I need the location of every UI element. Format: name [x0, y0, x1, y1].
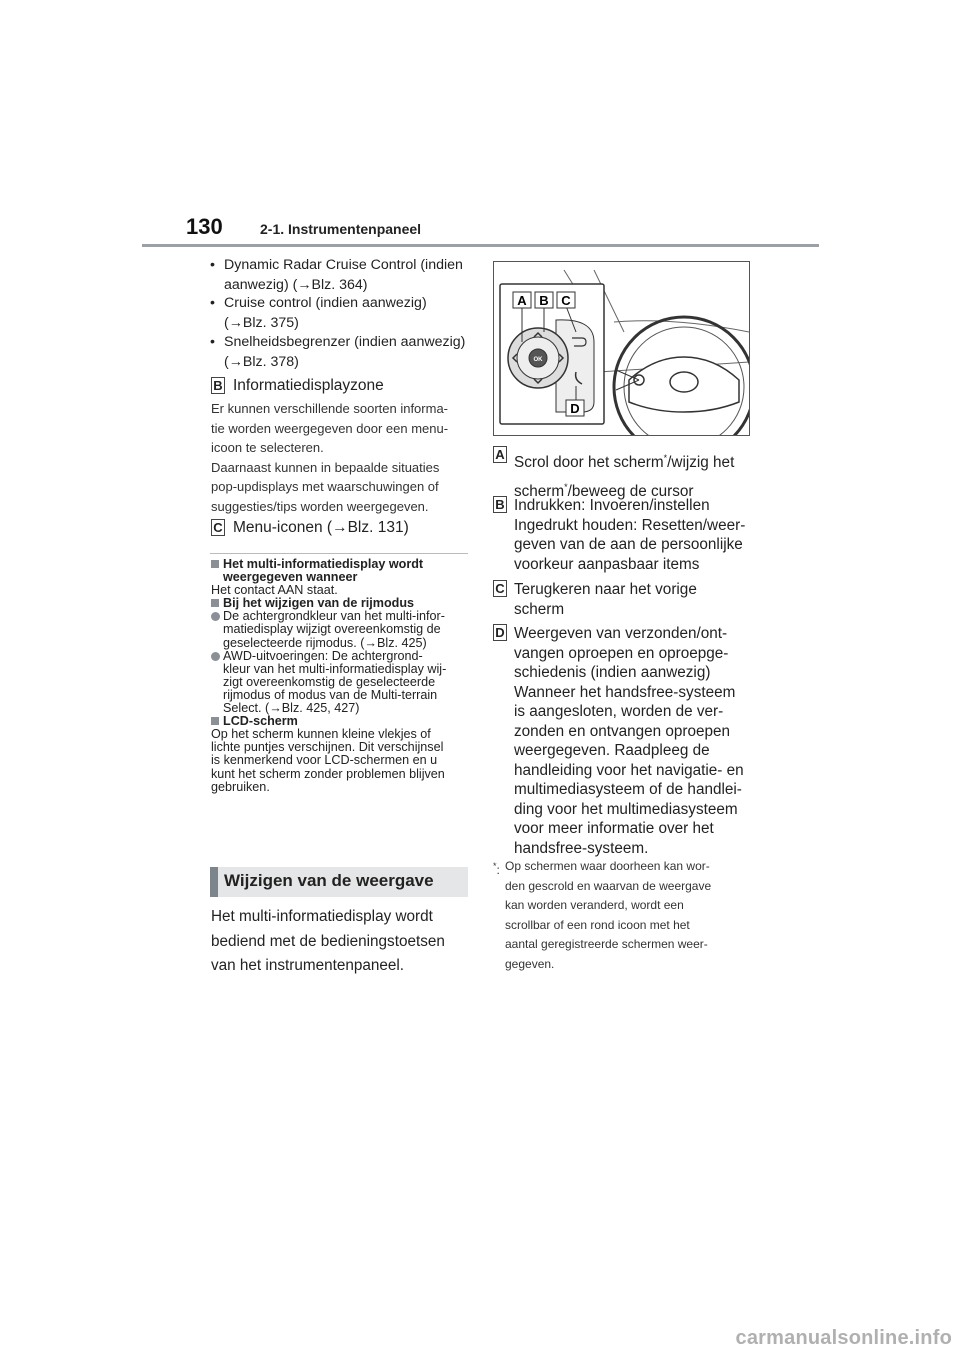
item-c: C Terugkeren naar het vorige scherm [493, 580, 753, 619]
bullet-limiter: • Snelheidsbegrenzer (indien aanwezig) (→Blz. 378) [210, 334, 466, 370]
notes-block: Het multi-informatiedisplay wordt weergegeven wanneer Het contact AAN staat. Bij het wijzigen van de rijmodus De achtergrondkleur van het multi-infor- matiedisplay wijzigt overeenkomstig de geselecteerde rijmodus. (→Blz. 425) AWD-uitvoeringen: De achtergrond- kleur van het multi-informatiedisplay wij- zigt overeenkomstig de geselecteerde rijmodus of modus van de Multi-terrain Select. (→Blz. 425, 427) LCD-scherm Op het scherm kunnen kleine vlekjes of lichte puntjes verschijnen. Dit verschijnsel is kenmerkend voor LCD-schermen en u kunt het scherm zonder problemen blijven gebruiken. [211, 558, 471, 794]
ok-button-text: OK [533, 357, 543, 363]
square-bullet-icon [211, 560, 219, 568]
label-box-c: C [211, 519, 225, 536]
page-number: 130 [186, 214, 223, 239]
body-paragraph: Het multi-informatiedisplay wordt bediend met de bedieningstoetsen van het instrumentenpaneel. [211, 908, 445, 974]
circle-bullet-icon [211, 652, 220, 661]
item-a: A Scrol door het scherm*/wijzig het scherm*/beweeg de cursor [493, 446, 753, 504]
footnote: *: Op schermen waar doorheen kan wor- den gescrold en waarvan de weergave kan worden veranderd, wordt een scrollbar of een rond icoon met het aantal geregistreerde schermen weer- gegeven. [493, 859, 712, 971]
label-box-b-right: B [493, 496, 507, 513]
bullet-cruise: • Cruise control (indien aanwezig) (→Blz. 375) [210, 295, 427, 331]
callout-c: C [561, 293, 571, 308]
item-b-heading: B Informatiedisplayzone [211, 377, 384, 395]
item-b: B Indrukken: Invoeren/instellen Ingedrukt houden: Resetten/weer- geven van de aan de persoonlijke voorkeur aanpasbaar items [493, 496, 753, 574]
item-b-description: Er kunnen verschillende soorten informa- tie worden weergegeven door een menu- icoon te selecteren. Daarnaast kunnen in bepaalde situaties pop-updisplays met waarschuwingen of suggesties/tips worden weergegeven. [211, 401, 449, 514]
steering-switch-diagram [494, 262, 749, 435]
circle-bullet-icon [211, 612, 220, 621]
callout-b: B [539, 293, 549, 308]
label-box-c-right: C [493, 580, 507, 597]
steering-wheel-illustration [493, 261, 750, 436]
item-c-heading: C Menu-iconen (→Blz. 131) [211, 519, 409, 537]
header-rule [142, 244, 819, 247]
callout-a: A [517, 293, 527, 308]
section-title: 2-1. Instrumentenpaneel [260, 221, 422, 237]
square-bullet-icon [211, 599, 219, 607]
item-d: D Weergeven van verzonden/ont- vangen oproepen en oproepge- schiedenis (indien aanwezig) Wanneer het handsfree-systeem is aangesloten, worden de ver- zonden en ontvangen oproepen weergegeven. Raadpleeg de handleiding voor het navigatie- en multimediasysteem of de handlei- ding voor het multimediasysteem voor meer informatie over het handsfree-systeem. [493, 624, 753, 858]
square-bullet-icon [211, 717, 219, 725]
notes-divider [210, 553, 468, 554]
watermark: carmanualsonline.info [735, 1327, 952, 1349]
label-box-d: D [493, 624, 507, 641]
bullet-drcc: • Dynamic Radar Cruise Control (indien aanwezig) (→Blz. 364) [210, 257, 463, 293]
callout-d: D [570, 401, 580, 416]
note-lcd: LCD-scherm [211, 715, 471, 728]
note-drive-mode: Bij het wijzigen van de rijmodus [211, 597, 471, 610]
note-display-shown: Het multi-informatiedisplay wordt weergegeven wanneer [211, 558, 471, 584]
label-box-b: B [211, 377, 225, 394]
label-box-a: A [493, 446, 507, 463]
section-heading: Wijzigen van de weergave [210, 867, 468, 897]
